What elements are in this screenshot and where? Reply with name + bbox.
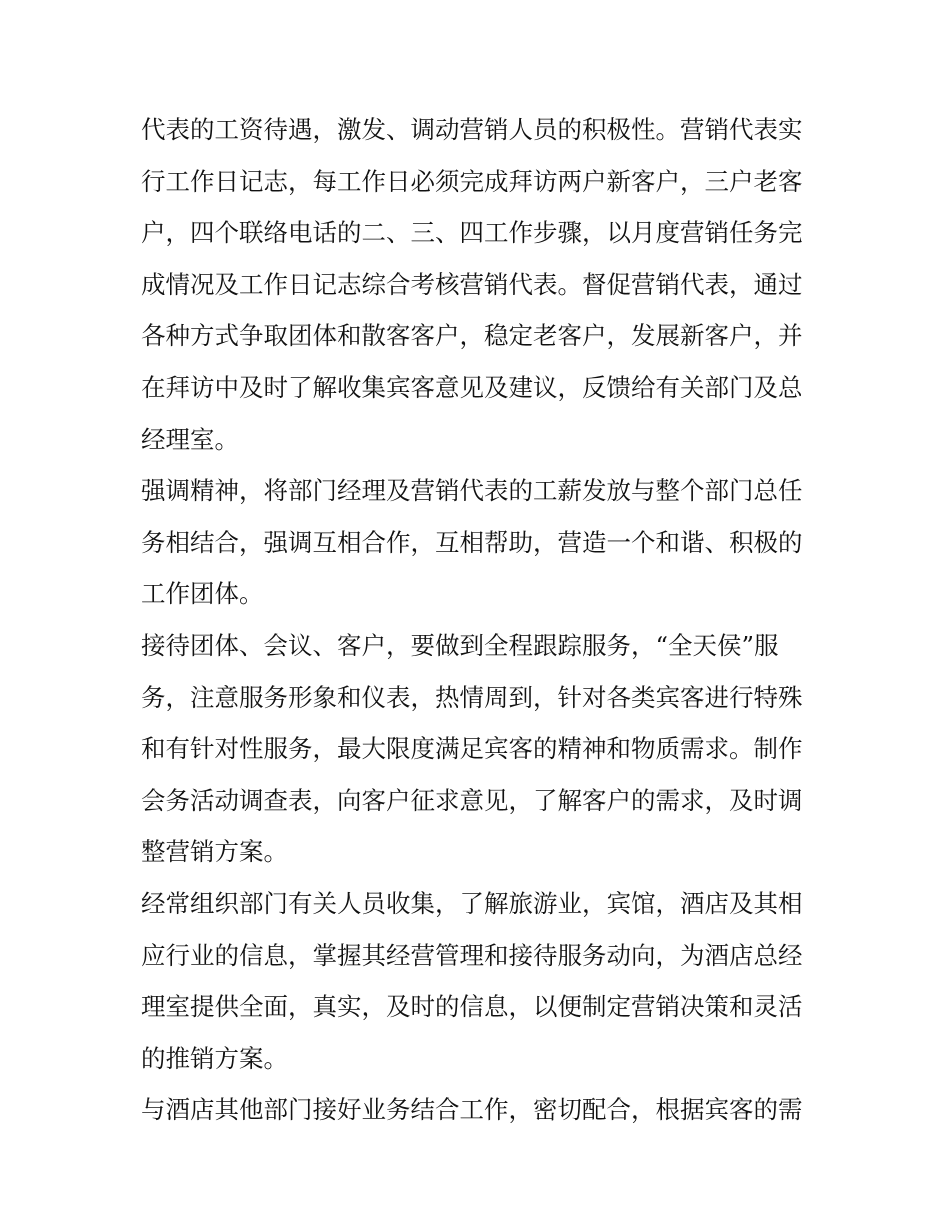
text-line: 代表的工资待遇，激发、调动营销人员的积极性。营销代表实 (141, 115, 803, 144)
text-line: 和有针对性服务，最大限度满足宾客的精神和物质需求。制作 (141, 734, 803, 764)
text-line: 成情况及工作日记志综合考核营销代表。督促营销代表，通过 (141, 269, 803, 299)
text-line: 行工作日记志，每工作日必须完成拜访两户新客户，三户老客 (141, 166, 803, 196)
text-line: 整营销方案。 (141, 837, 288, 867)
text-line: 会务活动调查表，向客户征求意见，了解客户的需求，及时调 (141, 785, 803, 815)
text-line: 经常组织部门有关人员收集，了解旅游业，宾馆，酒店及其相 (141, 888, 803, 918)
text-line: 的推销方案。 (141, 1043, 288, 1073)
text-line: 户，四个联络电话的二、三、四工作步骤，以月度营销任务完 (141, 218, 803, 248)
text-line: 接待团体、会议、客户，要做到全程跟踪服务，“全天侯”服 (141, 630, 779, 660)
text-line: 理室提供全面，真实，及时的信息，以便制定营销决策和灵活 (141, 992, 803, 1022)
text-line: 务相结合，强调互相合作，互相帮助，营造一个和谐、积极的 (141, 527, 803, 557)
text-line: 应行业的信息，掌握其经营管理和接待服务动向，为酒店总经 (141, 940, 803, 970)
text-line: 强调精神，将部门经理及营销代表的工薪发放与整个部门总任 (141, 476, 803, 506)
text-line: 务，注意服务形象和仪表，热情周到，针对各类宾客进行特殊 (141, 682, 803, 712)
text-line: 各种方式争取团体和散客客户，稳定老客户，发展新客户，并 (141, 321, 803, 351)
text-line: 经理室。 (141, 424, 239, 454)
text-line: 在拜访中及时了解收集宾客意见及建议，反馈给有关部门及总 (141, 372, 803, 402)
text-line: 与酒店其他部门接好业务结合工作，密切配合，根据宾客的需 (141, 1095, 803, 1125)
text-line: 工作团体。 (141, 579, 264, 609)
document-body (141, 104, 821, 1136)
